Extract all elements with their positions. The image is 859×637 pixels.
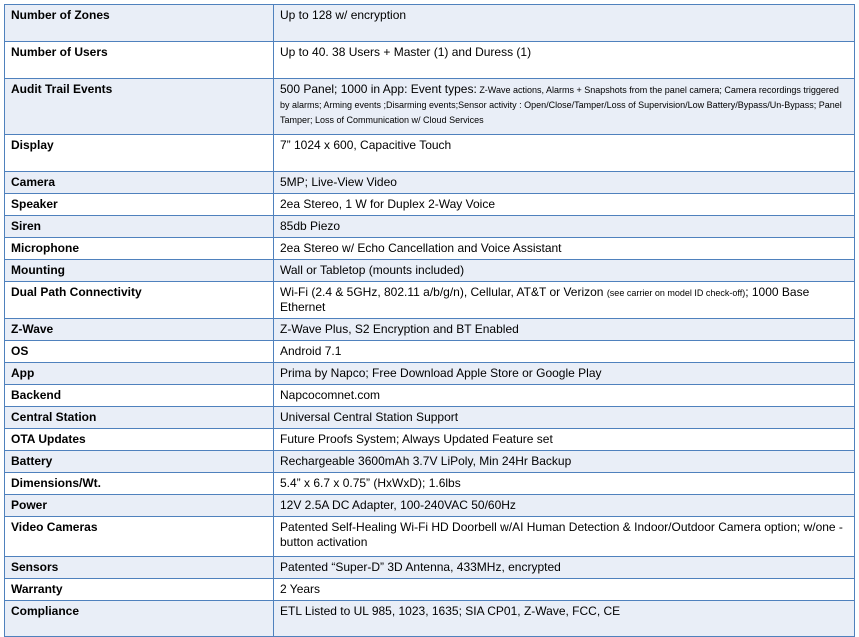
spec-label: Battery xyxy=(5,451,274,473)
spec-value-main: 500 Panel; 1000 in App: Event types: xyxy=(280,82,477,96)
spec-row-microphone xyxy=(5,238,855,260)
spec-label: Backend xyxy=(5,385,274,407)
spec-value: Up to 128 w/ encryption xyxy=(274,5,855,42)
spec-label: Siren xyxy=(5,216,274,238)
spec-label: Sensors xyxy=(5,557,274,579)
spec-row-power xyxy=(5,495,855,517)
spec-value: Patented “Super-D” 3D Antenna, 433MHz, encrypted xyxy=(274,557,855,579)
spec-label: OTA Updates xyxy=(5,429,274,451)
spec-value: Android 7.1 xyxy=(274,341,855,363)
spec-value-note: (see carrier on model ID check-off) xyxy=(606,288,746,298)
spec-value: Napcocomnet.com xyxy=(274,385,855,407)
spec-label: Mounting xyxy=(5,260,274,282)
spec-label: Camera xyxy=(5,172,274,194)
spec-label: Number of Users xyxy=(5,42,274,79)
spec-label: Microphone xyxy=(5,238,274,260)
spec-label: Z-Wave xyxy=(5,319,274,341)
spec-row-audit-trail-events xyxy=(5,79,855,135)
spec-value: 2ea Stereo w/ Echo Cancellation and Voice Assistant xyxy=(274,238,855,260)
spec-label: Compliance xyxy=(5,601,274,637)
spec-value: Prima by Napco; Free Download Apple Store or Google Play xyxy=(274,363,855,385)
spec-label: Warranty xyxy=(5,579,274,601)
spec-value: 5.4” x 6.7 x 0.75” (HxWxD); 1.6lbs xyxy=(274,473,855,495)
spec-label: App xyxy=(5,363,274,385)
spec-value: Z-Wave Plus, S2 Encryption and BT Enabled xyxy=(274,319,855,341)
spec-label: Speaker xyxy=(5,194,274,216)
spec-value-main: Wi-Fi (2.4 & 5GHz, 802.11 a/b/g/n), Cellular, AT&T or Verizon xyxy=(280,285,607,299)
spec-label: OS xyxy=(5,341,274,363)
spec-label: Number of Zones xyxy=(5,5,274,42)
spec-value: 2ea Stereo, 1 W for Duplex 2-Way Voice xyxy=(274,194,855,216)
spec-value: Rechargeable 3600mAh 3.7V LiPoly, Min 24Hr Backup xyxy=(274,451,855,473)
spec-row-app xyxy=(5,363,855,385)
spec-value xyxy=(274,282,855,319)
spec-value: 85db Piezo xyxy=(274,216,855,238)
spec-row-dual-path-connectivity xyxy=(5,282,855,319)
spec-row-os xyxy=(5,341,855,363)
spec-label: Dual Path Connectivity xyxy=(5,282,274,319)
spec-value: 7” 1024 x 600, Capacitive Touch xyxy=(274,135,855,172)
spec-row-warranty xyxy=(5,579,855,601)
spec-value: 12V 2.5A DC Adapter, 100-240VAC 50/60Hz xyxy=(274,495,855,517)
spec-label: Dimensions/Wt. xyxy=(5,473,274,495)
spec-label: Power xyxy=(5,495,274,517)
spec-row-speaker xyxy=(5,194,855,216)
spec-value-end: ; 1000 Base Ethernet xyxy=(280,285,810,314)
spec-value: Patented Self-Healing Wi-Fi HD Doorbell w/AI Human Detection & Indoor/Outdoor Camera option; w/one -button activation xyxy=(274,517,855,557)
spec-value: 2 Years xyxy=(274,579,855,601)
spec-value: ETL Listed to UL 985, 1023, 1635; SIA CP01, Z-Wave, FCC, CE xyxy=(274,601,855,637)
spec-row-siren xyxy=(5,216,855,238)
spec-row-mounting xyxy=(5,260,855,282)
spec-row-video-cameras xyxy=(5,517,855,557)
spec-label: Audit Trail Events xyxy=(5,79,274,135)
spec-label: Video Cameras xyxy=(5,517,274,557)
spec-table xyxy=(4,4,855,637)
spec-row-backend xyxy=(5,385,855,407)
spec-row-central-station xyxy=(5,407,855,429)
spec-value: Universal Central Station Support xyxy=(274,407,855,429)
spec-value: Up to 40. 38 Users + Master (1) and Duress (1) xyxy=(274,42,855,79)
spec-row-sensors xyxy=(5,557,855,579)
spec-row-number-of-users xyxy=(5,42,855,79)
spec-row-ota-updates xyxy=(5,429,855,451)
spec-value: Wall or Tabletop (mounts included) xyxy=(274,260,855,282)
spec-value xyxy=(274,79,855,135)
spec-value: Future Proofs System; Always Updated Feature set xyxy=(274,429,855,451)
spec-row-display xyxy=(5,135,855,172)
spec-value: 5MP; Live-View Video xyxy=(274,172,855,194)
spec-value-detail: Z-Wave actions, Alarms + Snapshots from the panel camera; Camera recordings triggered by alarms; Arming events ;Disarming events;Sensor activity : Open/Close/Tamper/Loss of Supervision/Low Battery/Bypass/Un-Bypass; Panel Tamper; Loss of Communication w/ Cloud Services xyxy=(280,85,842,125)
spec-row-z-wave xyxy=(5,319,855,341)
spec-row-dimensions-weight xyxy=(5,473,855,495)
spec-row-number-of-zones xyxy=(5,5,855,42)
spec-row-camera xyxy=(5,172,855,194)
spec-row-battery xyxy=(5,451,855,473)
spec-label: Display xyxy=(5,135,274,172)
spec-label: Central Station xyxy=(5,407,274,429)
